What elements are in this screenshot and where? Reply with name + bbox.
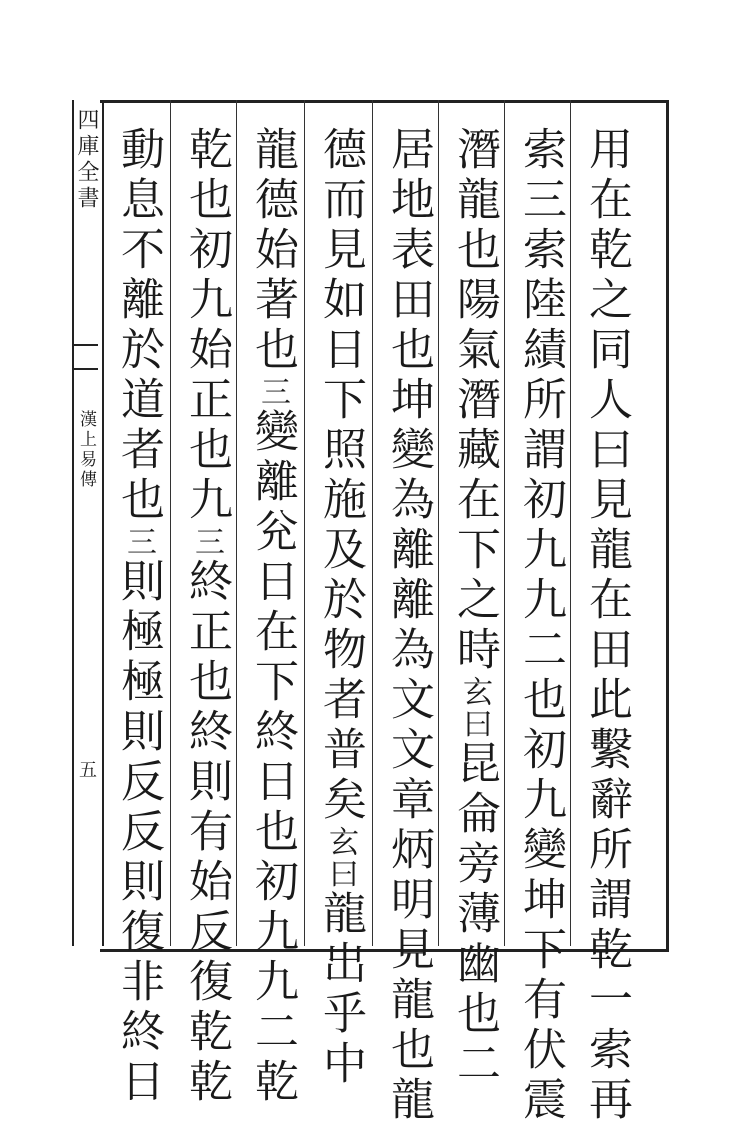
column-note: 玄曰: [323, 826, 358, 890]
fishtail-mark: [74, 344, 98, 370]
column-note: 三: [121, 526, 156, 558]
book-title: 四庫全書: [74, 108, 99, 212]
column-text: 乾也初九始正也九: [181, 126, 232, 526]
column-text: 變離兊日在下終日也初九九二乾: [247, 408, 298, 1108]
text-column-6: [240, 126, 304, 1108]
chapter-title: 漢上易傳: [76, 410, 96, 490]
text-column-5: [308, 126, 372, 1090]
column-divider: [372, 100, 373, 946]
column-note: 玄曰: [457, 676, 492, 740]
column-text: 則極極則反反則復非終日: [113, 558, 164, 1108]
column-note: 三: [255, 376, 290, 408]
column-text: 潛龍也陽氣潛藏在下之時: [449, 126, 500, 676]
column-text: 德而見如日下照施及於物者普矣: [315, 126, 366, 826]
column-text: 索三索陸績所謂初九九二也初九變坤下有伏震: [515, 126, 566, 1126]
column-divider: [170, 100, 171, 946]
text-column-2: [508, 126, 572, 1126]
column-text: 居地表田也坤變為離離為文文章炳明見龍也龍: [383, 126, 434, 1126]
text-column-7: [174, 126, 238, 1108]
column-note: 三: [189, 526, 224, 558]
folio-number: 五: [76, 760, 97, 778]
column-text: 終正也終則有始反復乾乾: [181, 558, 232, 1108]
column-text: 用在乾之同人曰見龍在田此繫辭所謂乾一索再: [581, 126, 632, 1126]
column-divider: [304, 100, 305, 946]
column-text: 動息不離於道者也: [113, 126, 164, 526]
text-column-4: [376, 126, 440, 1126]
column-text: 龍德始著也: [247, 126, 298, 376]
column-text: 昆侖旁薄幽也二: [449, 740, 500, 1090]
column-text: 龍出乎中: [315, 890, 366, 1090]
text-column-1: [574, 126, 638, 1126]
text-column-8: [106, 126, 170, 1108]
text-column-3: [442, 126, 506, 1090]
